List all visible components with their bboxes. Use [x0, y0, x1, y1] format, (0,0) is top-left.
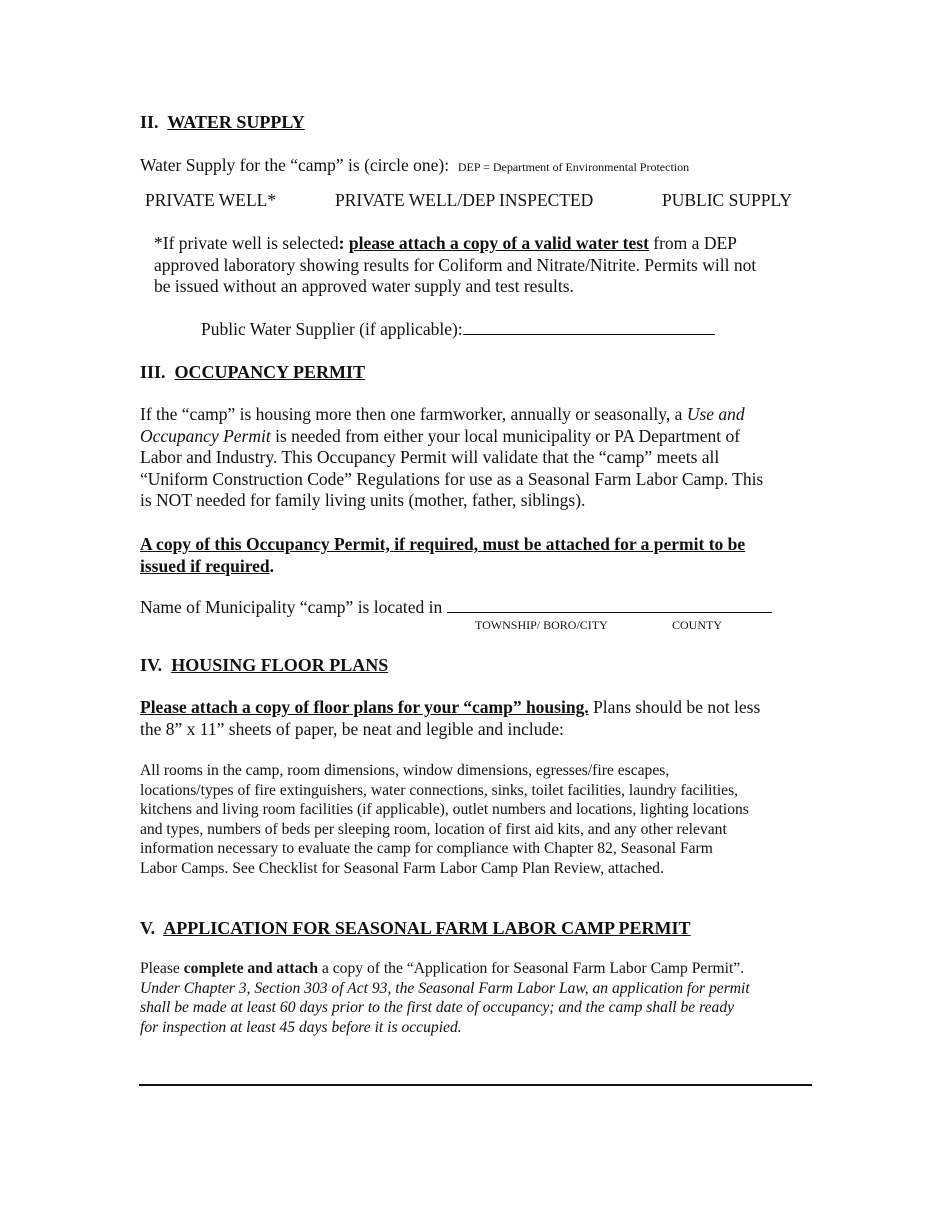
municipality-row [140, 597, 772, 618]
public-supplier-field[interactable] [463, 319, 715, 335]
municipality-label: Name of Municipality “camp” is located in [140, 597, 443, 617]
option-private-well[interactable]: PRIVATE WELL* [145, 190, 277, 210]
section-heading-application [140, 918, 691, 939]
note-bold-instruction: please attach a copy of a valid water test [348, 233, 649, 253]
option-public-supply[interactable]: PUBLIC SUPPLY [662, 190, 793, 210]
option-private-well-dep[interactable]: PRIVATE WELL/DEP INSPECTED [335, 190, 594, 210]
municipality-field[interactable] [447, 600, 772, 613]
dep-note: DEP = Department of Environmental Protection [457, 160, 690, 174]
footer-rule [139, 1084, 812, 1086]
application-paragraph: Please complete and attach a copy of the “Application for Seasonal Farm Labor Camp Permit”. Under Chapter 3, Section 303 of Act 93, the Seasonal Farm Labor Law, an application for permit shall be made at least 60 days prior to the first date of occupancy; and the camp shall be ready for inspection at least 45 days before it is occupied. [140, 960, 750, 1036]
township-caption: TOWNSHIP/ BORO/CITY [475, 618, 608, 632]
private-well-note: *If private well is selected: please attach a copy of a valid water test from a DEP approved laboratory showing results for Coliform and Nitrate/Nitrite. Permits will not be issued without an approved water supply and test results. [154, 233, 757, 297]
section-title: APPLICATION FOR SEASONAL FARM LABOR CAMP PERMIT [163, 918, 691, 938]
floor-plans-details: All rooms in the camp, room dimensions, window dimensions, egresses/fire escapes, locations/types of fire extinguishers, water connections, sinks, toilet facilities, laundry facilities, kitchens and living room facilities (if applicable), outlet numbers and locations, lighting locations and types, numbers of beds per sleeping room, location of first aid kits, and any other relevant information necessary to evaluate the camp for compliance with Chapter 82, Seasonal Farm Labor Camps. See Checklist for Seasonal Farm Labor Camp Plan Review, attached. [140, 762, 749, 877]
section-title: HOUSING FLOOR PLANS [171, 655, 389, 675]
prompt-text: Water Supply for the “camp” is (circle one): [140, 155, 450, 175]
occupancy-requirement: A copy of this Occupancy Permit, if required, must be attached for a permit to be issued if required. [140, 534, 746, 576]
section-number: V. [140, 918, 156, 938]
section-title: WATER SUPPLY [167, 112, 305, 132]
section-number: IV. [140, 655, 163, 675]
section-number: II. [140, 112, 159, 132]
occupancy-paragraph: If the “camp” is housing more then one farmworker, annually or seasonally, a Use and Occupancy Permit is needed from either your local municipality or PA Department of Labor and Industry. This Occupancy Permit will validate that the “camp” meets all “Uniform Construction Code” Regulations for use as a Seasonal Farm Labor Camp. This is NOT needed for family living units (mother, father, siblings). [140, 404, 764, 511]
section-heading-water-supply [140, 112, 305, 133]
water-supply-prompt [140, 155, 689, 176]
section-title: OCCUPANCY PERMIT [174, 362, 366, 382]
public-supplier-row [201, 319, 715, 340]
county-caption: COUNTY [672, 618, 722, 632]
section-heading-floor-plans [140, 655, 388, 676]
public-supplier-label: Public Water Supplier (if applicable): [201, 319, 463, 339]
section-number: III. [140, 362, 166, 382]
floor-plans-lead: Please attach a copy of floor plans for your “camp” housing. Plans should be not less the 8” x 11” sheets of paper, be neat and legible and include: [140, 697, 761, 739]
section-heading-occupancy [140, 362, 365, 383]
